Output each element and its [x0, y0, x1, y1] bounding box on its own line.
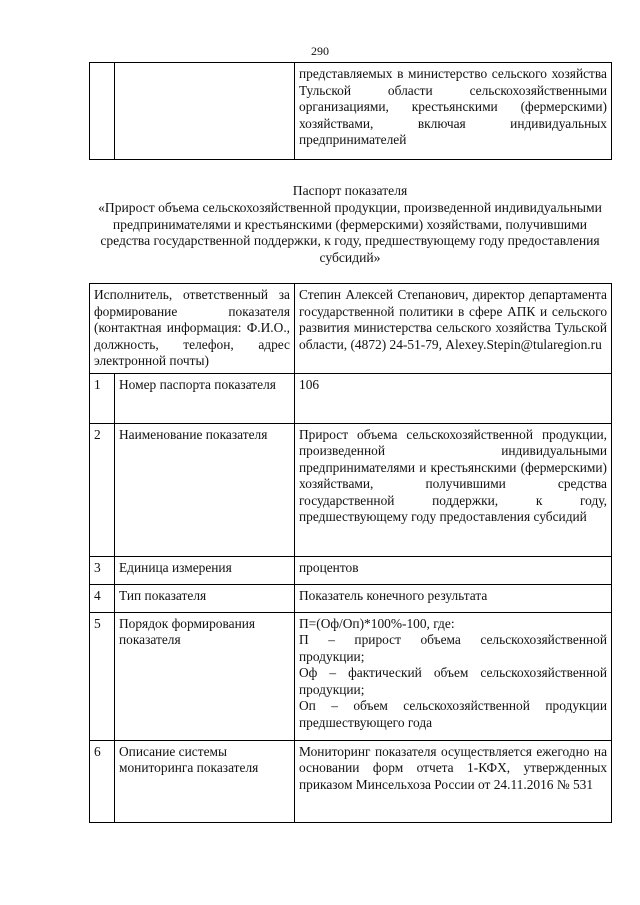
- row-name: Описание системы мониторинга показателя: [115, 740, 295, 822]
- row-number: 6: [90, 740, 115, 822]
- table-row: [90, 556, 612, 584]
- row-name: Наименование показателя: [115, 423, 295, 556]
- row-value: Мониторинг показателя осуществляется ежегодно на основании форм отчета 1-КФХ, утвержденных приказом Минсельхоза России от 24.11.2016 № 531: [295, 740, 612, 822]
- executor-label: Исполнитель, ответственный за формирование показателя (контактная информация: Ф.И.О., должность, телефон, адрес электронной почты): [90, 284, 295, 374]
- row-name: Единица измерения: [115, 556, 295, 584]
- row-number: 1: [90, 373, 115, 423]
- passport-subtitle: «Прирост объема сельскохозяйственной продукции, произведенной индивидуальными предпринимателями и крестьянскими (фермерскими) хозяйствами, получившими средства государственной поддержки, к году, предшествующему году предоставления субсидий»: [98, 199, 602, 266]
- page-number: 290: [311, 44, 329, 58]
- table-row: [90, 373, 612, 423]
- formula-definition-p: П – прирост объема сельскохозяйственной продукции;: [299, 632, 608, 664]
- table-row: [90, 63, 612, 160]
- empty-cell: [90, 63, 115, 160]
- row-name: Порядок формирования показателя: [115, 612, 295, 740]
- table-row: [90, 740, 612, 822]
- table-row: [90, 284, 612, 374]
- row-value: 106: [295, 373, 612, 423]
- continuation-text: представляемых в министерство сельского хозяйства Тульской области сельскохозяйственными организациями, крестьянскими (фермерскими) хозяйствами, включая индивидуальных предпринимателей: [295, 63, 612, 160]
- row-name: Номер паспорта показателя: [115, 373, 295, 423]
- formula-cell: [295, 612, 612, 740]
- row-value: процентов: [295, 556, 612, 584]
- formula-text: П=(Оф/Оп)*100%-100, где:: [299, 615, 455, 631]
- row-number: 2: [90, 423, 115, 556]
- empty-cell: [115, 63, 295, 160]
- passport-title: [89, 183, 611, 267]
- row-number: 5: [90, 612, 115, 740]
- executor-value: Степин Алексей Степанович, директор департамента государственной политики в сфере АПК и сельского развития министерства сельского хозяйства Тульской области, (4872) 24-51-79, Alexey.Stepin@tularegion.ru: [295, 284, 612, 374]
- passport-heading: Паспорт показателя: [292, 183, 408, 198]
- continuation-table: [89, 62, 612, 160]
- table-row: [90, 612, 612, 740]
- formula-definition-op: Оп – объем сельскохозяйственной продукции предшествующего года: [299, 698, 608, 730]
- table-row: [90, 423, 612, 556]
- formula-definition-of: Оф – фактический объем сельскохозяйственной продукции;: [299, 665, 608, 697]
- row-number: 4: [90, 584, 115, 612]
- passport-table: [89, 283, 612, 823]
- row-value: Показатель конечного результата: [295, 584, 612, 612]
- row-name: Тип показателя: [115, 584, 295, 612]
- table-row: [90, 584, 612, 612]
- row-value: Прирост объема сельскохозяйственной продукции, произведенной индивидуальными предпринимателями и крестьянскими (фермерскими) хозяйствами, получившими средства государственной поддержки, к году, предшествующему году предоставления субсидий: [295, 423, 612, 556]
- row-number: 3: [90, 556, 115, 584]
